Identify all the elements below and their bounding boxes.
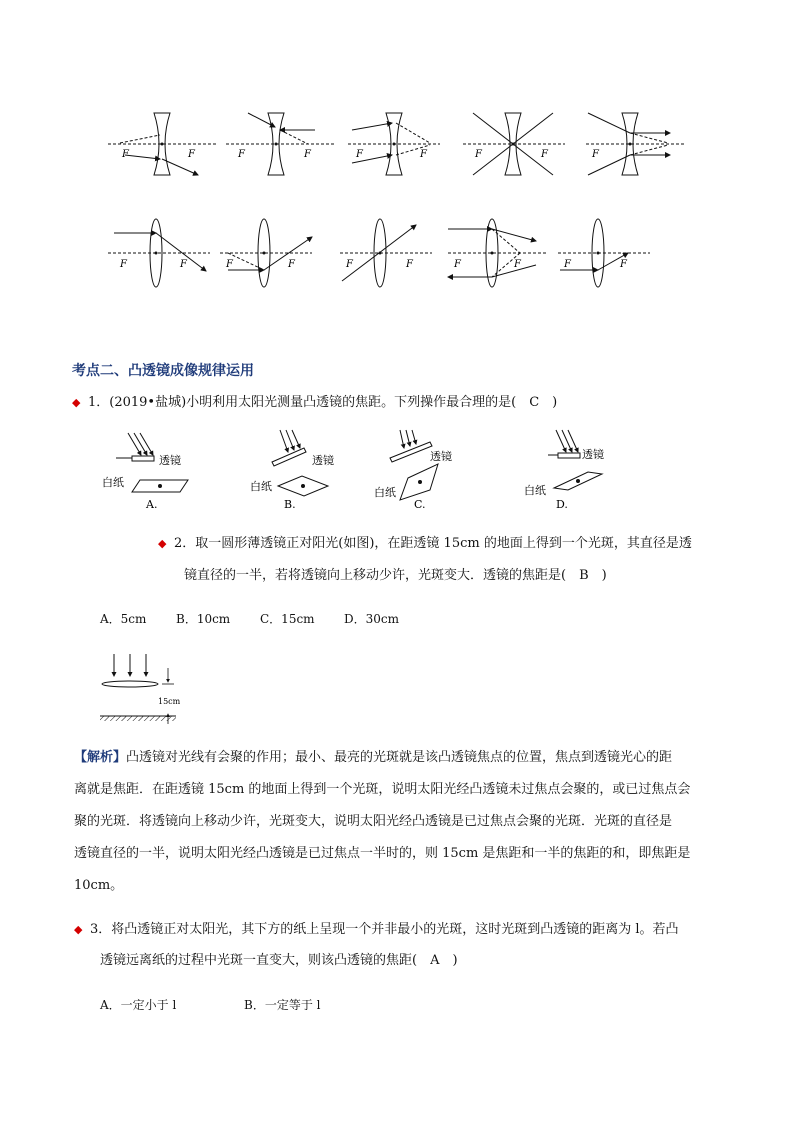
question-2-line-1: 2．取一圆形薄透镜正对阳光(如图)，在距透镜 15cm 的地面上得到一个光斑，其直径是透 [174,536,692,551]
focus-label: F [304,149,311,160]
focus-label: F [226,259,233,270]
question-3-line-1: 3．将凸透镜正对太阳光，其下方的纸上呈现一个并非最小的光斑，这时光斑到凸透镜的距离为 l。若凸 [90,922,679,937]
option-label: C. [414,498,426,511]
analysis-line-5: 10cm。 [74,878,124,893]
section-heading: 考点二、凸透镜成像规律运用 [72,363,254,379]
q2-option-b: B．10cm [176,612,231,626]
focus-label: F [514,259,521,270]
focus-label: F [564,259,571,270]
convex-diagram-2 [220,219,312,287]
focus-label: F [620,259,627,270]
analysis-line-4: 透镜直径的一半，说明太阳光经凸透镜是已过焦点一半时的，则 15cm 是焦距和一半的焦距的和，即焦距是 [74,846,691,861]
analysis-tag: 【解析】 [74,750,127,765]
convex-lens-diagrams [100,215,660,290]
paper-label: 白纸 [250,480,272,493]
concave-diagram-5 [586,113,686,175]
q2-option-d: D．30cm [344,612,399,626]
lens-label: 透镜 [159,454,181,467]
option-label: D. [556,498,568,511]
lens-label: 透镜 [430,450,452,463]
question-3-line-2: 透镜远离纸的过程中光斑一直变大，则该凸透镜的焦距( A ) [100,953,458,968]
q3-option-a: A．一定小于 l [100,998,177,1012]
question-2-figure [96,650,196,726]
bullet-diamond-icon: ◆ [74,923,83,936]
bullet-diamond-icon: ◆ [72,396,81,409]
concave-lens-diagrams [100,105,690,190]
analysis-line-3: 聚的光斑．将透镜向上移动少许，光斑变大，说明太阳光经凸透镜是已过焦点会聚的光斑．光斑的直径是 [74,814,673,829]
focus-label: F [356,149,363,160]
analysis-line-1 [74,750,672,766]
question-1-figure [98,428,618,513]
thin-lens-shape [102,681,158,687]
paper-label: 白纸 [102,476,124,489]
focus-label: F [288,259,295,270]
focus-label: F [346,259,353,270]
option-c-figure [374,430,452,511]
focus-label: F [475,149,482,160]
focus-label: F [180,259,187,270]
option-label: A. [146,498,158,511]
distance-label: 15cm [158,697,181,706]
concave-diagram-4 [463,113,565,175]
ground-hatch [100,716,176,721]
lens-label: 透镜 [312,454,334,467]
q2-option-c: C．15cm [260,612,315,626]
analysis-line-2: 离就是焦距．在距透镜 15cm 的地面上得到一个光斑，说明太阳光经凸透镜未过焦点会聚的，或已过焦点会 [74,782,691,797]
focus-label: F [120,259,127,270]
question-2-line-2: 镜直径的一半，若将透镜向上移动少许，光斑变大．透镜的焦距是( B ) [184,568,607,583]
bullet-diamond-icon: ◆ [158,537,167,550]
focus-label: F [592,149,599,160]
convex-diagram-5 [558,219,650,287]
focus-label: F [541,149,548,160]
focus-label: F [238,149,245,160]
concave-diagram-3 [348,113,440,175]
lens-label: 透镜 [582,448,604,461]
focus-label: F [406,259,413,270]
focus-label: F [420,149,427,160]
concave-diagram-2 [226,113,336,175]
option-label: B. [284,498,296,511]
paper-label: 白纸 [374,486,396,499]
focus-label: F [454,259,461,270]
analysis-text: 凸透镜对光线有会聚的作用；最小、最亮的光斑就是该凸透镜焦点的位置，焦点到透镜光心的距 [126,750,673,765]
q3-option-b: B．一定等于 l [244,998,321,1012]
convex-diagram-4 [448,219,548,287]
focus-label: F [188,149,195,160]
focus-label: F [122,149,129,160]
convex-diagram-3 [340,219,432,287]
q2-option-a: A．5cm [100,612,147,626]
paper-label: 白纸 [524,484,546,497]
question-1-text: 1．(2019•盐城)小明利用太阳光测量凸透镜的焦距。下列操作最合理的是( C ) [88,395,558,410]
option-a-figure [102,433,188,511]
option-d-figure [524,430,604,511]
option-b-figure [250,430,334,511]
concave-diagram-1 [108,113,218,175]
convex-diagram-1 [108,219,210,287]
